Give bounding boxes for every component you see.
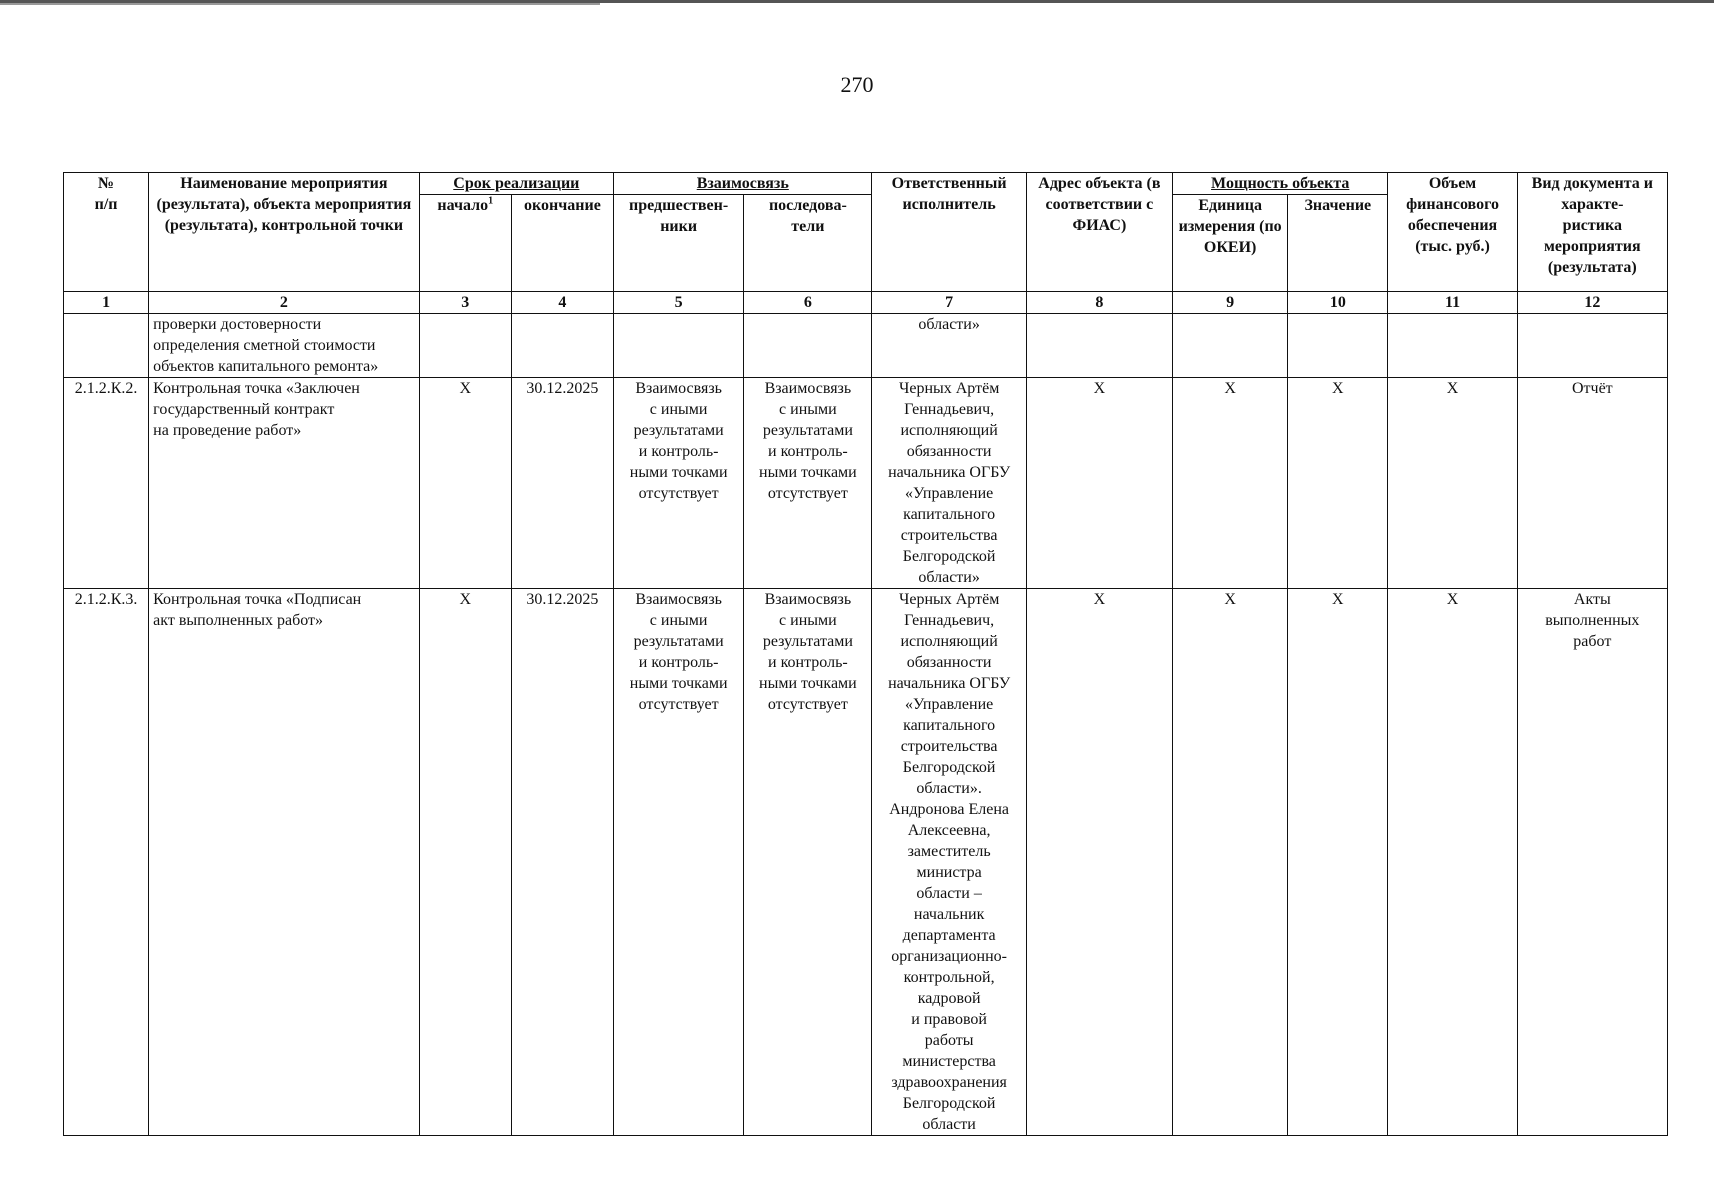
cell-finance: Х <box>1388 589 1517 1136</box>
page-number: 270 <box>840 72 874 97</box>
table-row <box>64 378 1668 589</box>
cell-next: Взаимосвязь с иными результатами и контроль- ными точками отсутствует <box>744 378 872 589</box>
footnote-mark: 1 <box>488 195 494 207</box>
header-capacity: Мощность объекта <box>1173 173 1388 195</box>
cell-address: Х <box>1026 589 1172 1136</box>
cell-responsible: области» <box>872 314 1026 378</box>
table-row <box>64 314 1668 378</box>
cell-end <box>511 314 613 378</box>
cell-start: Х <box>419 589 511 1136</box>
cell-doc: Акты выполненных работ <box>1517 589 1667 1136</box>
header-term-end: окончание <box>511 195 613 292</box>
cell-unit: Х <box>1173 378 1288 589</box>
cell-end: 30.12.2025 <box>511 589 613 1136</box>
header-address: Адрес объекта (в соответствии с ФИАС) <box>1026 173 1172 292</box>
column-number: 3 <box>419 292 511 314</box>
column-number: 6 <box>744 292 872 314</box>
cell-address: Х <box>1026 378 1172 589</box>
header-responsible: Ответственный исполнитель <box>872 173 1026 292</box>
cell-prev <box>614 314 744 378</box>
column-number: 8 <box>1026 292 1172 314</box>
table-header <box>64 173 1668 314</box>
cell-responsible: Черных Артём Геннадьевич, исполняющий обязанности начальника ОГБУ «Управление капитального строительства Белгородской области». Андронова Елена Алексеевна, заместитель министра области – начальник департамента организационно- контрольной, кадровой и правовой работы министерства здравоохранения Белгородской области <box>872 589 1026 1136</box>
cell-unit: Х <box>1173 589 1288 1136</box>
column-number: 10 <box>1288 292 1388 314</box>
header-link-next: последова- тели <box>744 195 872 292</box>
cell-start <box>419 314 511 378</box>
column-number-row <box>64 292 1668 314</box>
table-row <box>64 589 1668 1136</box>
column-number: 11 <box>1388 292 1517 314</box>
cell-end: 30.12.2025 <box>511 378 613 589</box>
header-term: Срок реализации <box>419 173 613 195</box>
header-value: Значение <box>1288 195 1388 292</box>
cell-name: Контрольная точка «Подписан акт выполненных работ» <box>149 589 420 1136</box>
cell-value: Х <box>1288 378 1388 589</box>
header-name: Наименование мероприятия (результата), объекта мероприятия (результата), контрольной точки <box>149 173 420 292</box>
plan-table <box>63 172 1668 1136</box>
cell-value: Х <box>1288 589 1388 1136</box>
table-body <box>64 314 1668 1136</box>
cell-start: Х <box>419 378 511 589</box>
cell-next <box>744 314 872 378</box>
header-num: № п/п <box>64 173 149 292</box>
column-number: 5 <box>614 292 744 314</box>
header-term-start: начало$^1$ <box>419 195 511 292</box>
cell-doc: Отчёт <box>1517 378 1667 589</box>
cell-value <box>1288 314 1388 378</box>
scan-top-edge-shadow <box>0 3 600 5</box>
column-number: 7 <box>872 292 1026 314</box>
cell-responsible: Черных Артём Геннадьевич, исполняющий обязанности начальника ОГБУ «Управление капитального строительства Белгородской области» <box>872 378 1026 589</box>
header-finance: Объем финансового обеспечения (тыс. руб.) <box>1388 173 1517 292</box>
cell-finance <box>1388 314 1517 378</box>
header-doc: Вид документа и характе- ристика мероприятия (результата) <box>1517 173 1667 292</box>
cell-finance: Х <box>1388 378 1517 589</box>
header-link: Взаимосвязь <box>614 173 872 195</box>
cell-num: 2.1.2.К.2. <box>64 378 149 589</box>
column-number: 12 <box>1517 292 1667 314</box>
cell-unit <box>1173 314 1288 378</box>
cell-name: Контрольная точка «Заключен государственный контракт на проведение работ» <box>149 378 420 589</box>
cell-num <box>64 314 149 378</box>
header-link-prev: предшествен- ники <box>614 195 744 292</box>
cell-prev: Взаимосвязь с иными результатами и контроль- ными точками отсутствует <box>614 378 744 589</box>
column-number: 9 <box>1173 292 1288 314</box>
header-row-group <box>64 173 1668 195</box>
column-number: 1 <box>64 292 149 314</box>
cell-doc <box>1517 314 1667 378</box>
cell-num: 2.1.2.К.3. <box>64 589 149 1136</box>
cell-name: проверки достоверности определения сметной стоимости объектов капитального ремонта» <box>149 314 420 378</box>
column-number: 2 <box>149 292 420 314</box>
column-number: 4 <box>511 292 613 314</box>
cell-prev: Взаимосвязь с иными результатами и контроль- ными точками отсутствует <box>614 589 744 1136</box>
cell-next: Взаимосвязь с иными результатами и контроль- ными точками отсутствует <box>744 589 872 1136</box>
header-unit: Единица измерения (по ОКЕИ) <box>1173 195 1288 292</box>
cell-address <box>1026 314 1172 378</box>
